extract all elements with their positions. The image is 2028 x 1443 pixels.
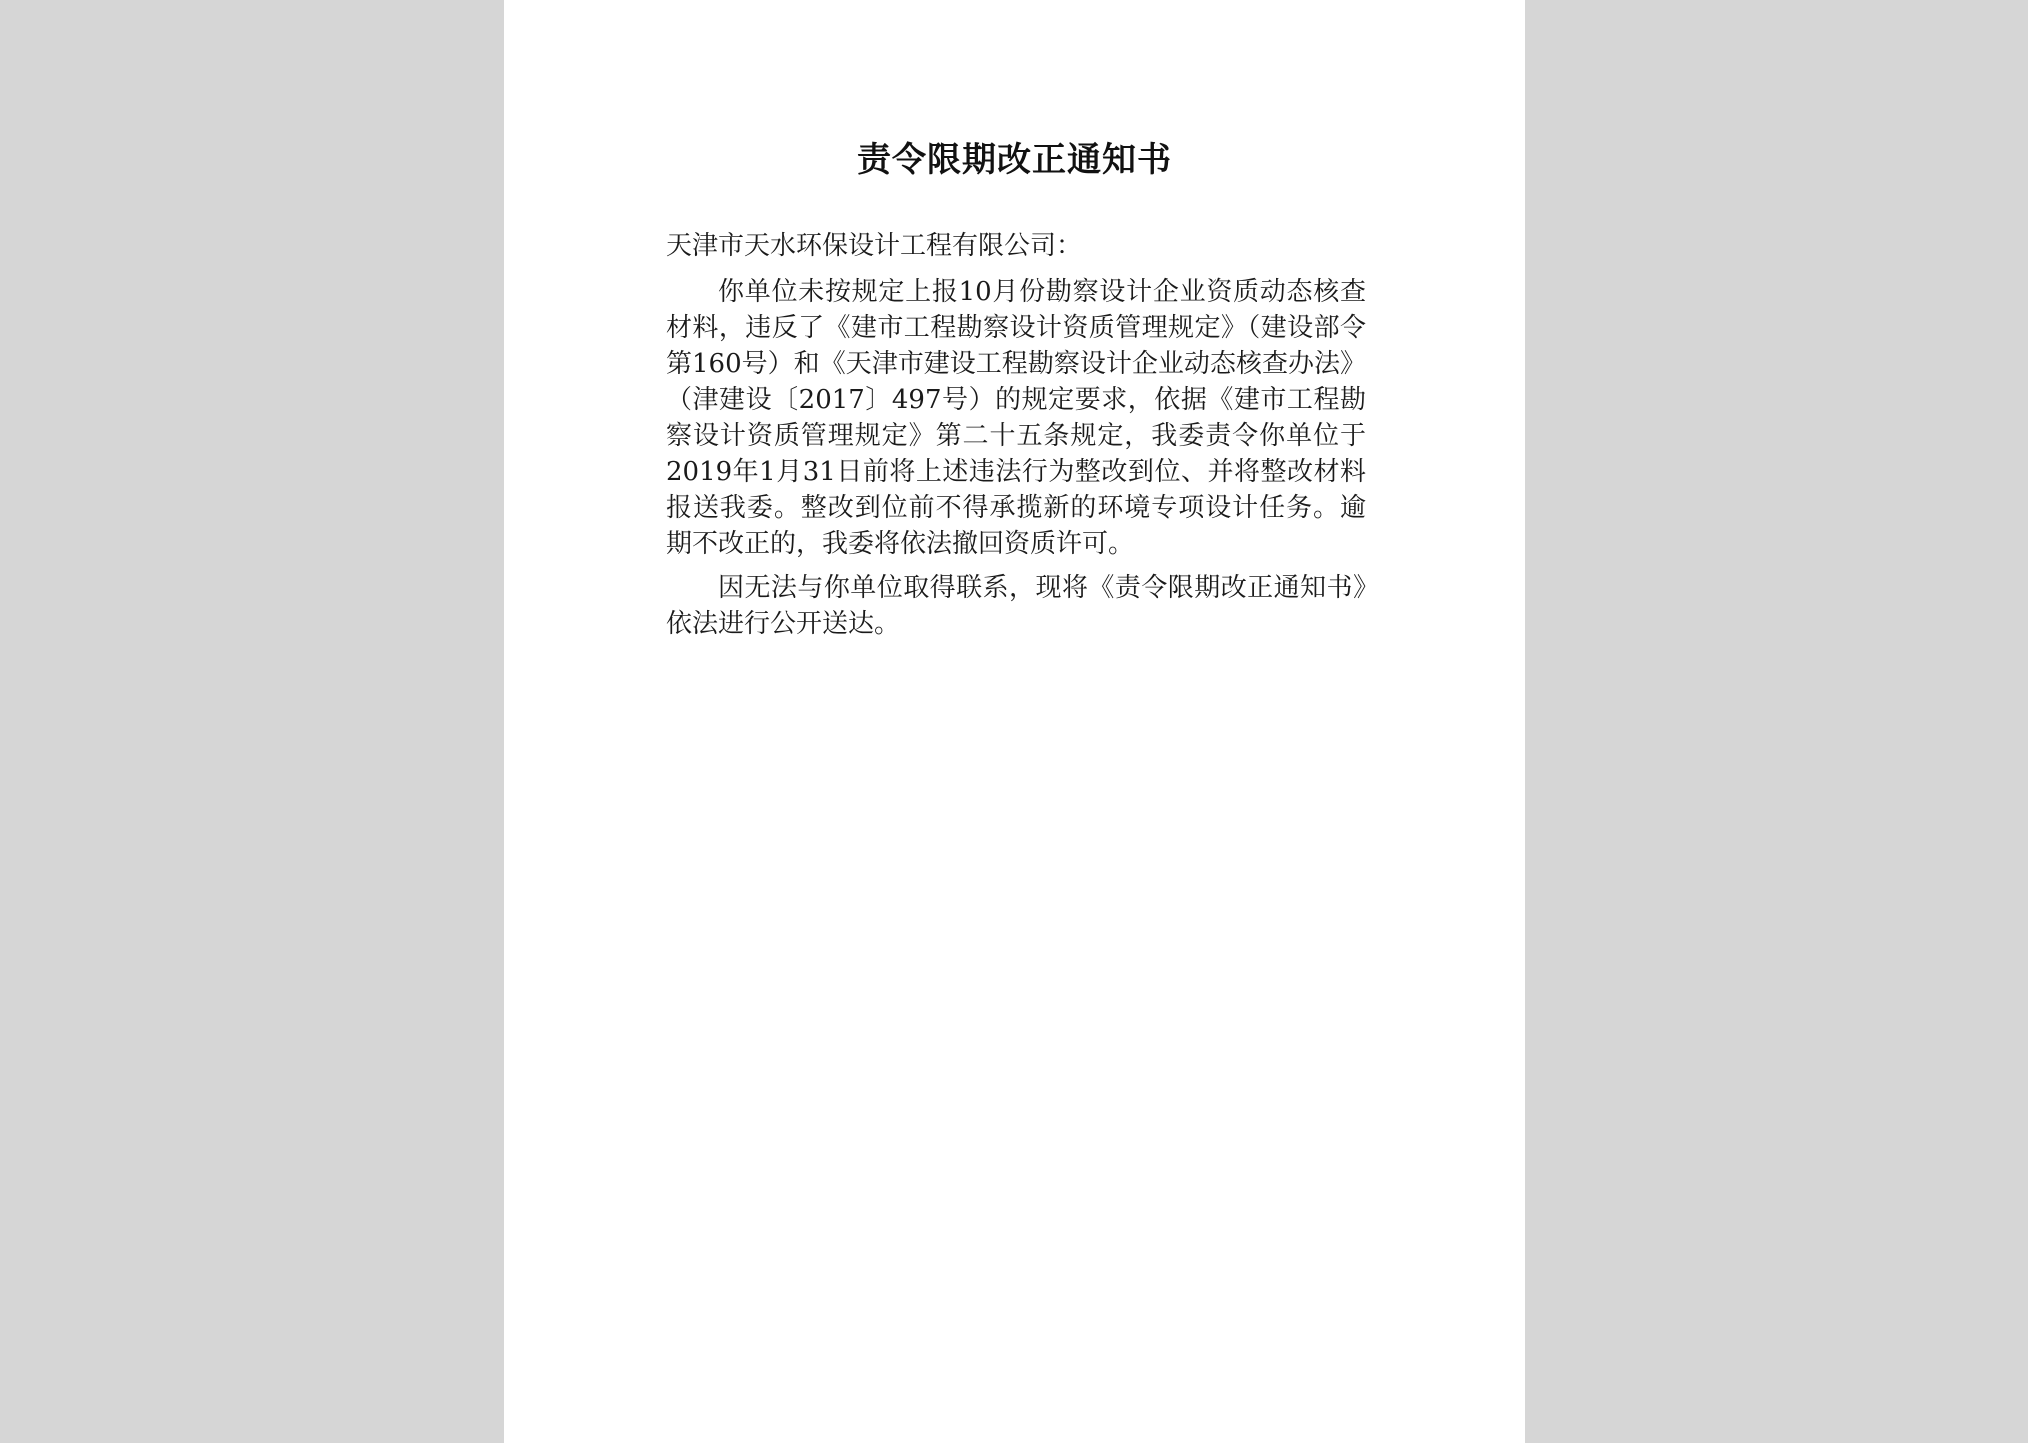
- document-title: 责令限期改正通知书: [857, 140, 1172, 180]
- salutation: 天津市天水环保设计工程有限公司：: [666, 231, 1083, 261]
- document-page: [504, 0, 1525, 1443]
- paragraph-service: 因无法与你单位取得联系，现将《责令限期改正通知书》依法进行公开送达。: [666, 573, 1366, 639]
- document-body: [666, 228, 1366, 650]
- paragraph-notice: 你单位未按规定上报10月份勘察设计企业资质动态核查材料，违反了《建市工程勘察设计资质管理规定》（建设部令第160号）和《天津市建设工程勘察设计企业动态核查办法》（津建设〔2017〕497号）的规定要求，依据《建市工程勘察设计资质管理规定》第二十五条规定，我委责令你单位于2019年1月31日前将上述违法行为整改到位、并将整改材料报送我委。整改到位前不得承揽新的环境专项设计任务。逾期不改正的，我委将依法撤回资质许可。: [666, 277, 1366, 559]
